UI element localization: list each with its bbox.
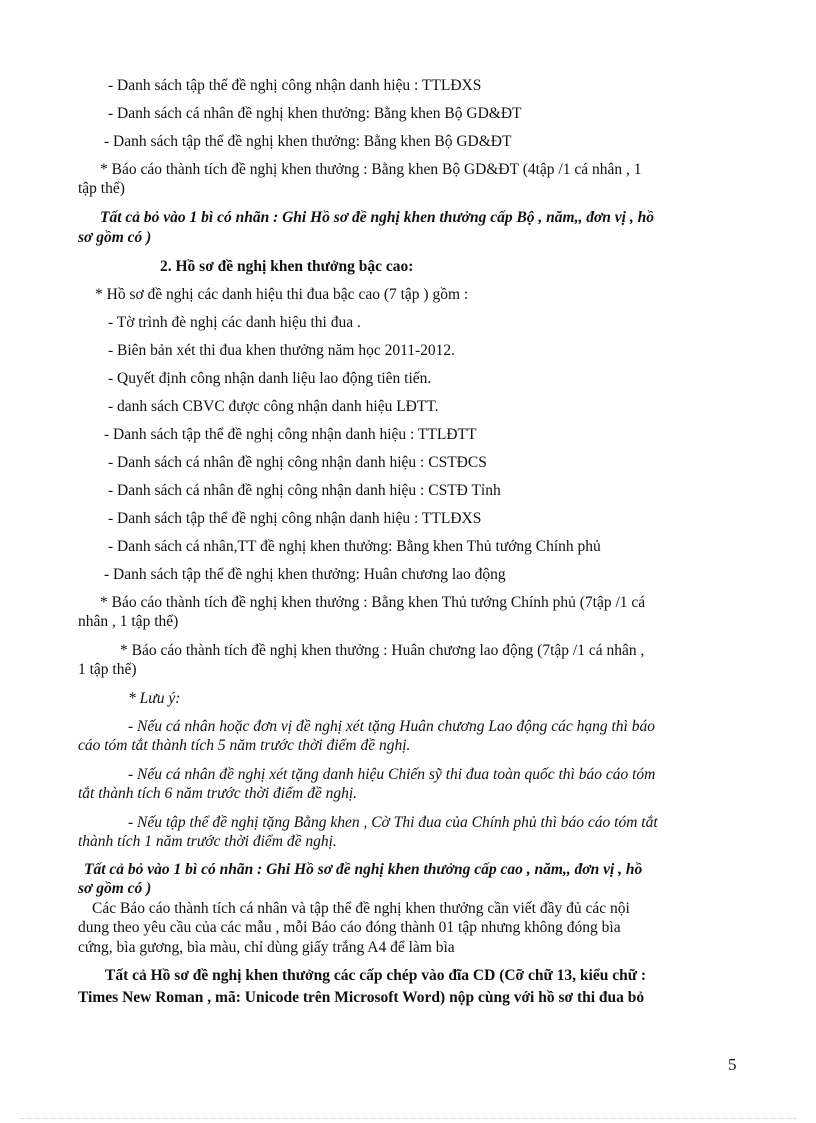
text-line: * Báo cáo thành tích đề nghị khen thưởng : Huân chương lao động (7tập /1 cá nhân , bbox=[120, 642, 645, 659]
text-line: - Danh sách cá nhân,TT đề nghị khen thưởng: Bằng khen Thủ tướng Chính phủ bbox=[108, 538, 601, 555]
note-line: - Nếu cá nhân đề nghị xét tặng danh hiệu Chiến sỹ thi đua toàn quốc thì báo cáo tóm bbox=[128, 766, 656, 783]
text-line: - Danh sách cá nhân đề nghị công nhận danh hiệu : CSTĐ Tỉnh bbox=[108, 482, 501, 499]
note-line: - Nếu tập thể đề nghị tặng Bằng khen , Cờ Thi đua của Chính phủ thì báo cáo tóm tắt bbox=[128, 814, 658, 831]
text-line: - Danh sách cá nhân đề nghị khen thưởng: Bằng khen Bộ GD&ĐT bbox=[108, 105, 522, 122]
bold-paragraph: Tất cả Hồ sơ đề nghị khen thưởng các cấp chép vào đĩa CD (Cỡ chữ 13, kiểu chữ : bbox=[105, 967, 647, 984]
note-line: thành tích 1 năm trước thời điểm đề nghị. bbox=[78, 833, 337, 850]
note-heading: * Lưu ý: bbox=[128, 690, 181, 707]
text-line: - Danh sách tập thể đề nghị khen thưởng: Huân chương lao động bbox=[104, 566, 506, 583]
text-line: - danh sách CBVC được công nhận danh hiệu LĐTT. bbox=[108, 398, 439, 415]
text-line: tập thể) bbox=[78, 180, 125, 197]
bold-note: Tất cả bỏ vào 1 bì có nhãn : Ghi Hồ sơ đề nghị khen thưởng cấp Bộ , năm,, đơn vị , hồ bbox=[100, 209, 654, 226]
page-bottom-divider bbox=[20, 1118, 796, 1119]
text-line: - Danh sách cá nhân đề nghị công nhận danh hiệu : CSTĐCS bbox=[108, 454, 487, 471]
text-line: - Quyết định công nhận danh liệu lao động tiên tiến. bbox=[108, 370, 432, 387]
text-line: - Danh sách tập thể đề nghị khen thưởng: Bằng khen Bộ GD&ĐT bbox=[104, 133, 512, 150]
note-line: - Nếu cá nhân hoặc đơn vị đề nghị xét tặng Huân chương Lao động các hạng thì báo bbox=[128, 718, 655, 735]
bold-paragraph: Times New Roman , mã: Unicode trên Microsoft Word) nộp cùng với hồ sơ thi đua bỏ bbox=[78, 989, 645, 1006]
text-line: - Biên bản xét thi đua khen thưởng năm học 2011-2012. bbox=[108, 342, 456, 359]
note-line: tắt thành tích 6 năm trước thời điểm đề nghị. bbox=[78, 785, 357, 802]
text-line: nhân , 1 tập thể) bbox=[78, 613, 179, 630]
text-line: - Tờ trình đè nghị các danh hiệu thi đua . bbox=[108, 314, 361, 331]
note-line: cáo tóm tắt thành tích 5 năm trước thời điểm đề nghị. bbox=[78, 737, 411, 754]
text-line: Các Báo cáo thành tích cá nhân và tập thể đề nghị khen thưởng cần viết đầy đủ các nội bbox=[92, 900, 630, 917]
text-line: - Danh sách tập thể đề nghị công nhận danh hiệu : TTLĐXS bbox=[108, 510, 482, 527]
text-line: * Hồ sơ đề nghị các danh hiệu thi đua bậc cao (7 tập ) gồm : bbox=[95, 286, 469, 303]
bold-note: sơ gồm có ) bbox=[78, 229, 152, 246]
text-line: - Danh sách tập thể đề nghị công nhận danh hiệu : TTLĐTT bbox=[104, 426, 477, 443]
text-line: * Báo cáo thành tích đề nghị khen thưởng : Bằng khen Thủ tướng Chính phủ (7tập /1 cá bbox=[100, 594, 646, 611]
text-line: - Danh sách tập thể đề nghị công nhận danh hiệu : TTLĐXS bbox=[108, 77, 482, 94]
bold-note: sơ gồm có ) bbox=[78, 880, 152, 897]
text-line: * Báo cáo thành tích đề nghị khen thưởng : Bằng khen Bộ GD&ĐT (4tập /1 cá nhân , 1 bbox=[100, 161, 642, 178]
page-number: 5 bbox=[728, 1055, 737, 1074]
text-line: dung theo yêu cầu của các mẫu , mỗi Báo cáo đóng thành 01 tập nhưng không đóng bìa bbox=[78, 919, 621, 936]
text-line: 1 tập thể) bbox=[78, 661, 137, 678]
section-heading: 2. Hồ sơ đề nghị khen thưởng bậc cao: bbox=[160, 258, 414, 275]
bold-note: Tất cả bỏ vào 1 bì có nhãn : Ghi Hồ sơ đề nghị khen thưởng cấp cao , năm,, đơn vị , hồ bbox=[84, 861, 643, 878]
text-line: cứng, bìa gương, bìa màu, chỉ dùng giấy trắng A4 để làm bìa bbox=[78, 939, 455, 956]
